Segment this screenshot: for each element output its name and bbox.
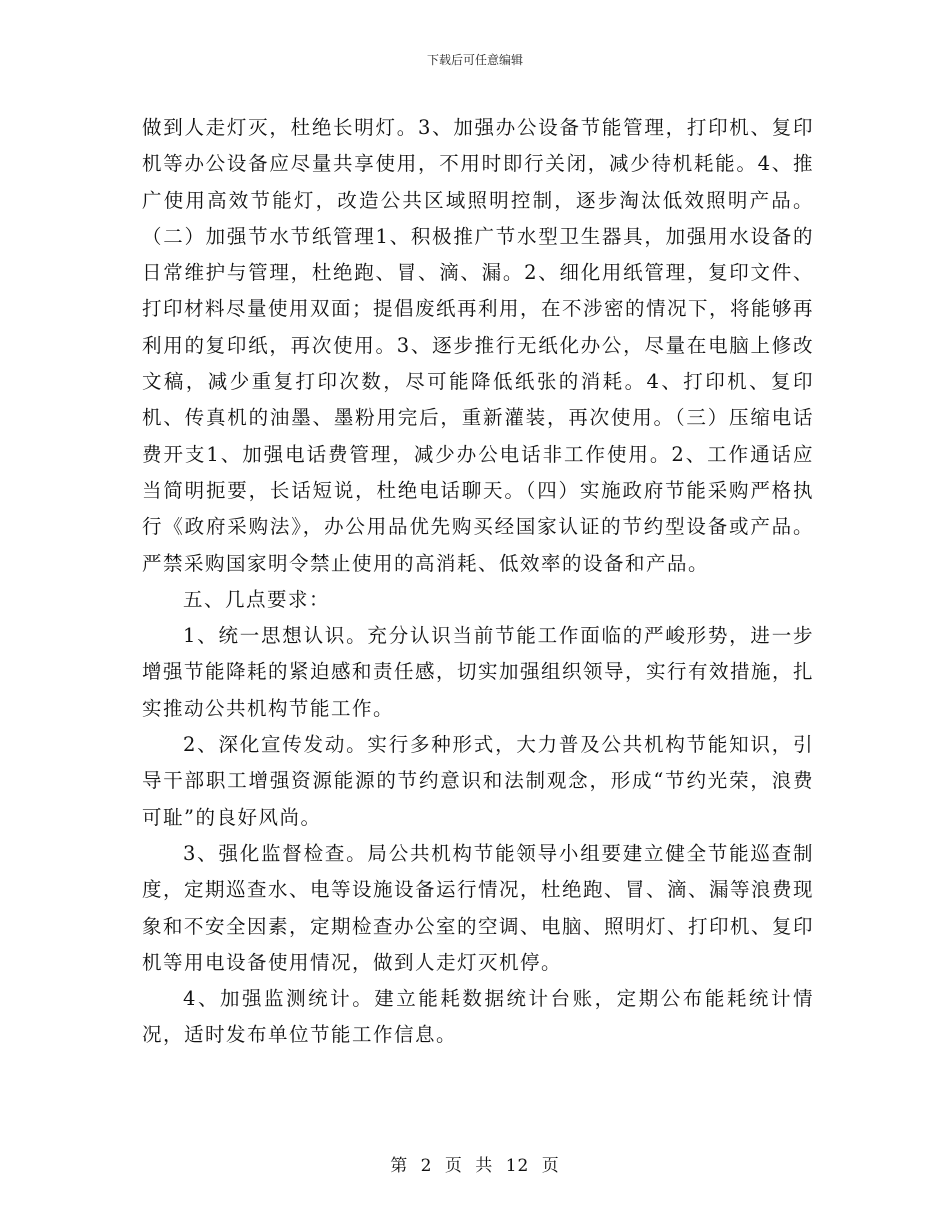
- paragraph-requirement-1: 1、统一思想认识。充分认识当前节能工作面临的严峻形势，进一步增强节能降耗的紧迫感和责任感，切实加强组织领导，实行有效措施，扎实推动公共机构节能工作。: [142, 624, 815, 720]
- page-header: 下载后可任意编辑: [426, 53, 523, 67]
- paragraph-requirement-4: 4、加强监测统计。建立能耗数据统计台账，定期公布能耗统计情况，适时发布单位节能工作信息。: [142, 987, 814, 1047]
- paragraph-continuation: 做到人走灯灭，杜绝长明灯。3、加强办公设备节能管理，打印机、复印机等办公设备应尽量共享使用，不用时即行关闭，减少待机耗能。4、推广使用高效节能灯，改造公共区域照明控制，逐步淘汰低效照明产品。（二）加强节水节纸管理1、积极推广节水型卫生器具，加强用水设备的日常维护与管理，杜绝跑、冒、滴、漏。2、细化用纸管理，复印文件、打印材料尽量使用双面；提倡废纸再利用，在不涉密的情况下，将能够再利用的复印纸，再次使用。3、逐步推行无纸化办公，尽量在电脑上修改文稿，减少重复打印次数，尽可能降低纸张的消耗。4、打印机、复印机、传真机的油墨、墨粉用完后，重新灌装，再次使用。（三）压缩电话费开支1、加强电话费管理，减少办公电话非工作使用。2、工作通话应当简明扼要，长话短说，杜绝电话聊天。（四）实施政府节能采购严格执行《政府采购法》，办公用品优先购买经国家认证的节约型设备或产品。严禁采购国家明令禁止使用的高消耗、低效率的设备和产品。: [142, 116, 815, 575]
- section-heading-requirements: 五、几点要求：: [183, 587, 331, 611]
- paragraph-requirement-3: 3、强化监督检查。局公共机构节能领导小组要建立健全节能巡查制度，定期巡查水、电等设施设备运行情况，杜绝跑、冒、滴、漏等浪费现象和不安全因素，定期检查办公室的空调、电脑、照明灯、打印机、复印机等用电设备使用情况，做到人走灯灭机停。: [142, 841, 815, 974]
- document-body: [142, 110, 814, 1054]
- page-number: 第 2 页 共 12 页: [390, 1156, 560, 1176]
- paragraph-requirement-2: 2、深化宣传发动。实行多种形式，大力普及公共机构节能知识，引导干部职工增强资源能源的节约意识和法制观念，形成“节约光荣，浪费可耻”的良好风尚。: [142, 733, 814, 829]
